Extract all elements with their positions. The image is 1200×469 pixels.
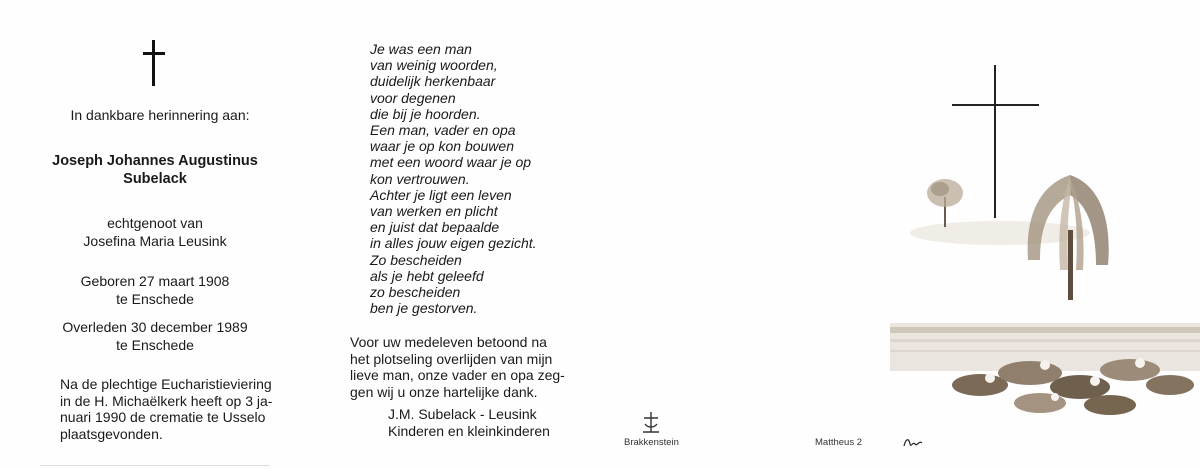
poem-line: die bij je hoorden. bbox=[370, 105, 481, 122]
death-info bbox=[0, 318, 310, 354]
name-line-1: Joseph Johannes Augustinus bbox=[52, 153, 258, 169]
poem-line: van werken en plicht bbox=[370, 203, 498, 220]
birth-info bbox=[0, 272, 310, 308]
poem-line: waar je op kon bouwen bbox=[370, 138, 514, 155]
artist-signature-icon bbox=[902, 436, 924, 450]
notice-line: in de H. Michaëlkerk heeft op 3 ja- bbox=[60, 392, 273, 409]
died-line-1: Overleden 30 december 1989 bbox=[62, 319, 248, 335]
poem-line: kon vertrouwen. bbox=[370, 170, 470, 187]
name-line-2: Subelack bbox=[123, 171, 187, 187]
poem-line: Je was een man bbox=[370, 41, 472, 57]
spouse-info bbox=[0, 214, 310, 250]
signature-line: Kinderen en kleinkinderen bbox=[388, 422, 550, 439]
poem-line: duidelijk herkenbaar bbox=[370, 73, 496, 90]
died-line-2: te Enschede bbox=[116, 337, 194, 353]
born-line-1: Geboren 27 maart 1908 bbox=[80, 273, 230, 289]
cremation-notice bbox=[60, 376, 300, 442]
poem-line: Zo bescheiden bbox=[370, 251, 462, 268]
left-panel bbox=[0, 0, 310, 469]
notice-line: plaatsgevonden. bbox=[60, 425, 163, 442]
spouse-line-1: echtgenoot van bbox=[107, 215, 203, 231]
signature bbox=[388, 406, 608, 439]
thanks-line: het plotseling overlijden van mijn bbox=[350, 350, 553, 367]
poem-line: en juist dat bepaalde bbox=[370, 219, 500, 236]
large-cross-icon bbox=[994, 65, 996, 218]
willow-tree-icon bbox=[1028, 175, 1109, 300]
poem-line: zo bescheiden bbox=[370, 284, 461, 301]
poem-line: ben je gestorven. bbox=[370, 300, 478, 317]
thanks-text bbox=[350, 334, 600, 400]
intro-text: In dankbare herinnering aan: bbox=[70, 107, 250, 123]
notice-line: Na de plechtige Eucharistieviering bbox=[60, 376, 272, 392]
right-panel bbox=[600, 0, 1200, 469]
verse-reference: Mattheus 2 bbox=[815, 437, 862, 448]
cross-icon bbox=[143, 40, 165, 88]
poem-line: Achter je ligt een leven bbox=[370, 186, 512, 203]
poem-line: in alles jouw eigen gezicht. bbox=[370, 235, 537, 252]
signature-line: J.M. Subelack - Leusink bbox=[388, 406, 537, 422]
cross-landscape-illustration bbox=[890, 55, 1200, 455]
notice-line: nuari 1990 de crematie te Usselo bbox=[60, 409, 266, 425]
divider bbox=[40, 465, 270, 466]
born-line-2: te Enschede bbox=[116, 291, 194, 307]
thanks-line: Voor uw medeleven betoond na bbox=[350, 334, 547, 350]
publisher-name: Brakkenstein bbox=[624, 437, 679, 448]
deceased-name bbox=[0, 152, 310, 188]
thanks-line: gen wij u onze hartelijke dank. bbox=[350, 383, 538, 400]
publisher-logo-icon bbox=[640, 410, 662, 436]
spouse-line-2: Josefina Maria Leusink bbox=[83, 233, 227, 249]
poem-line: van weinig woorden, bbox=[370, 57, 498, 74]
small-tree-icon bbox=[927, 179, 963, 227]
poem-line: als je hebt geleefd bbox=[370, 267, 484, 284]
middle-panel bbox=[310, 0, 600, 469]
thanks-line: lieve man, onze vader en opa zeg- bbox=[350, 367, 565, 383]
poem-line: voor degenen bbox=[370, 89, 456, 106]
poem bbox=[370, 41, 600, 316]
poem-line: Een man, vader en opa bbox=[370, 122, 516, 139]
poem-line: met een woord waar je op bbox=[370, 154, 532, 171]
